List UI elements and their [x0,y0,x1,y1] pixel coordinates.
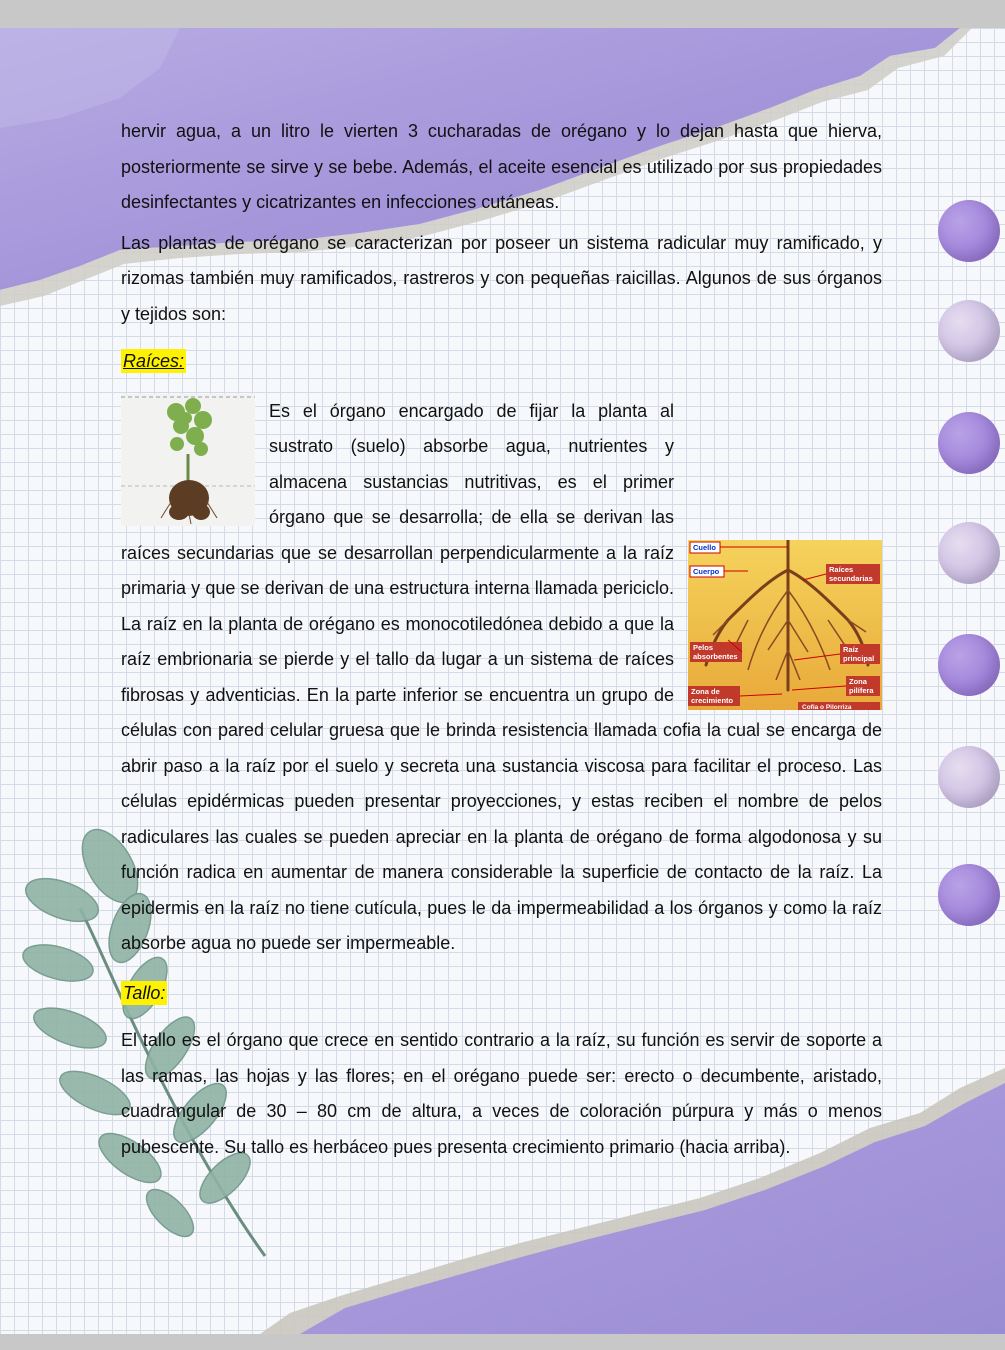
label-zona-crecimiento-1: Zona de [691,686,720,696]
page [0,28,1005,1334]
root-anatomy-diagram [688,540,882,710]
main-content [121,114,882,1165]
label-cuello: Cuello [693,542,716,552]
heading-raices: Raíces: [123,351,185,371]
paragraph-tallo: El tallo es el órgano que crece en sentido contrario a la raíz, su función es servir de soporte a las ramas, las hojas y las flores; en el orégano puede ser: erecto o decumbente, aristado, cuadrangular de 30 – 80 cm de altura, a veces de coloración púrpura y más o menos pubescente. Su tallo es herbáceo pues presenta crecimiento primario (hacia arriba). [121,1030,882,1157]
label-zona-pilifera-2: pilífera [849,685,874,695]
label-raiz-principal-1: Raíz [843,644,859,654]
label-zona-pilifera-1: Zona [849,676,867,686]
paragraph-intro: hervir agua, a un litro le vierten 3 cucharadas de orégano y lo dejan hasta que hierva, posteriormente se sirve y se bebe. Además, el aceite esencial es utilizado por sus propiedades desinfectantes y cicatrizantes en infecciones cutáneas. [121,121,882,212]
label-cofia: Cofia o Pilorriza [802,703,852,710]
label-pelos-2: absorbentes [693,651,738,661]
paragraph-root-system: Las plantas de orégano se caracterizan por poseer un sistema radicular muy ramificado, y rizomas también muy ramificados, rastreros y con pequeñas raicillas. Algunos de sus órganos y tejidos son: [121,232,882,324]
paragraph-raices: Es el órgano encargado de fijar la planta al sustrato (suelo) absorbe agua, nutrientes y almacena sustancias nutritivas, es el primer órgano que se desarrolla; de ella se derivan las raíces secundarias que se desarrollan perpendicularmente a la raíz primaria y que se derivan de una estructura interna llamada periciclo. La raíz en la planta de orégano es monocotiledónea debido a que la raíz embrionaria se pierde y el tallo da lugar a un sistema de raíces fibrosas y adventicias. En la parte inferior se encuentra un grupo de células con pared celular gruesa que le brinda resistencia llamada cofia la cual se encarga de abrir paso a la raíz por el suelo y secreta una sustancia viscosa para facilitar el proceso. Las células epidérmicas pueden presentar proyecciones, y estas reciben el nombre de pelos radiculares las cuales se pueden apreciar en la planta de orégano de forma algodonosa y su función radica en aumentar de manera considerable la superficie de contacto de la raíz. La epidermis en la raíz no tiene cutícula, pues le da impermeabilidad a los órganos y como la raíz absorbe agua no puede ser impermeable. [121,400,882,953]
heading-tallo: Tallo: [123,982,166,1003]
label-raices-secundarias-2: secundarias [829,573,873,583]
label-raices-secundarias-1: Raíces [829,564,854,574]
decorative-circle [938,200,1000,262]
oregano-plant-photo [121,394,255,526]
raices-section [121,394,882,962]
decorative-circle [938,864,1000,926]
label-raiz-principal-2: principal [843,653,875,663]
decorative-circle [938,412,1000,474]
decorative-circle [938,746,1000,808]
label-pelos-1: Pelos [693,642,714,652]
decorative-circle [938,522,1000,584]
decorative-circle [938,300,1000,362]
label-zona-crecimiento-2: crecimiento [691,695,734,705]
label-cuerpo: Cuerpo [693,566,720,576]
decorative-circle [938,634,1000,696]
